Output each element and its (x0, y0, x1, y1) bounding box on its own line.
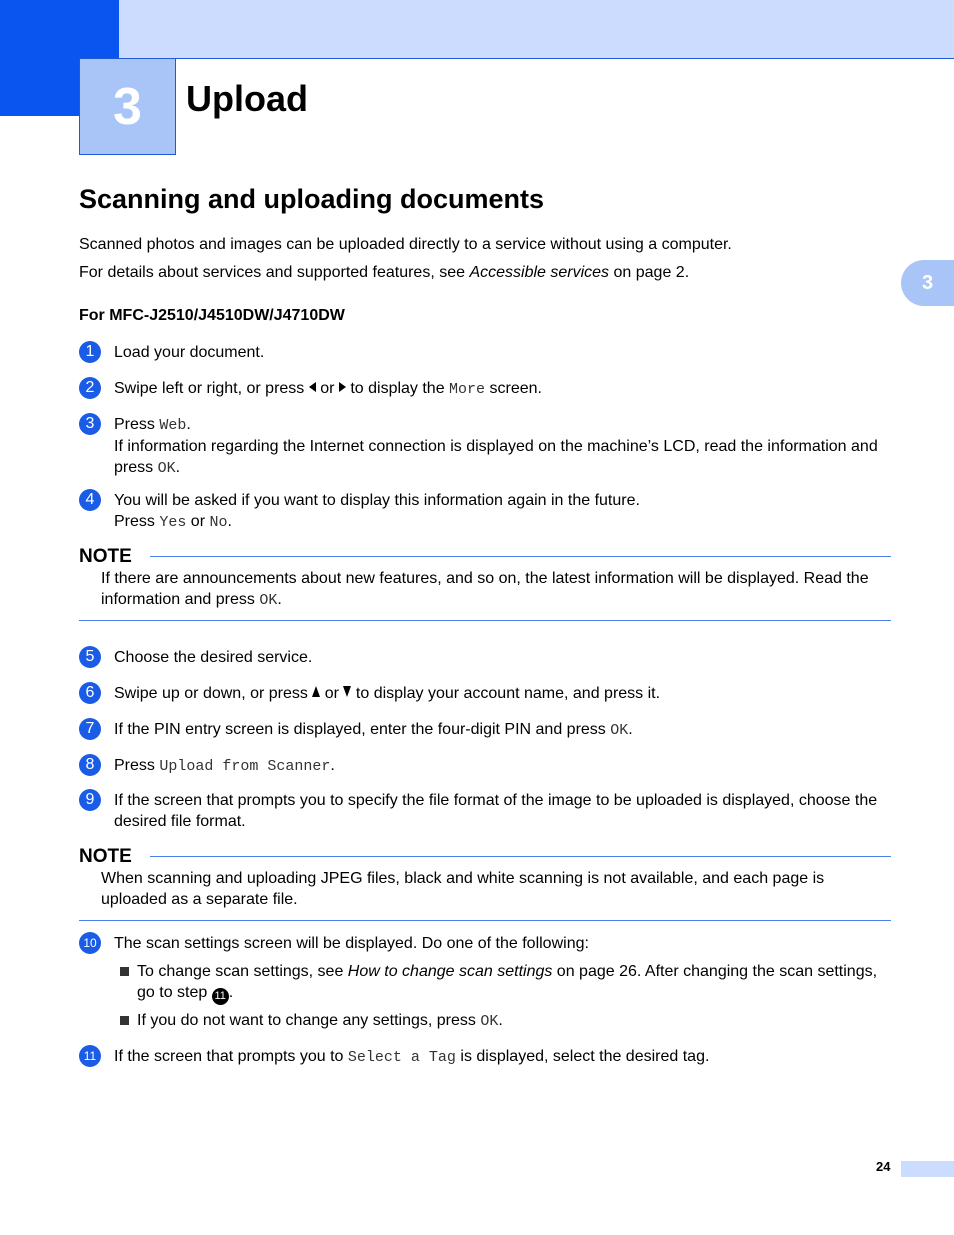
bullet-1-pre: To change scan settings, see (137, 963, 348, 980)
step-4-line-1: You will be asked if you want to display this information again in the future. (114, 492, 640, 509)
chapter-number: 3 (113, 77, 142, 136)
select-a-tag-label: Select a Tag (347, 1049, 456, 1066)
bullet-2-text (137, 1010, 880, 1032)
step-2-post: to display the (345, 380, 450, 397)
bullet-2-end: . (498, 1012, 503, 1029)
note-2-title: NOTE (79, 846, 150, 868)
step-number-6: 6 (79, 682, 101, 704)
header-band (119, 0, 954, 59)
bullet-2-ok-label: OK (480, 1013, 499, 1030)
step-3-line-2 (114, 436, 891, 479)
intro-line-2-post: on page 2. (609, 264, 690, 281)
note-2-bottom-rule (79, 920, 891, 921)
step-6-pre: Swipe up or down, or press (114, 685, 313, 702)
left-arrow-icon (309, 382, 316, 392)
step-11-pre: If the screen that prompts you to (114, 1048, 348, 1065)
step-11 (79, 1046, 891, 1068)
step-number-3: 3 (79, 413, 101, 435)
step-number-10: 10 (79, 932, 101, 954)
step-2-text (114, 378, 891, 400)
step-number-9: 9 (79, 789, 101, 811)
intro-line-2 (79, 264, 689, 282)
step-8 (79, 755, 891, 777)
step-11-post: is displayed, select the desired tag. (455, 1048, 710, 1065)
step-9-text: If the screen that prompts you to specify the file format of the image to be uploaded is displayed, choose the desired file format. (114, 792, 878, 830)
step-7-ok-label: OK (610, 722, 629, 739)
step-3-line-1 (114, 414, 891, 436)
more-screen-label: More (449, 381, 486, 398)
step-10 (79, 933, 891, 954)
step-1 (79, 342, 891, 363)
note-2 (79, 846, 891, 910)
no-button-label: No (209, 514, 228, 531)
step-3-end: . (186, 416, 191, 433)
step-1-text: Load your document. (114, 344, 265, 361)
chapter-number-box (79, 58, 176, 155)
step-7-pre: If the PIN entry screen is displayed, enter the four-digit PIN and press (114, 721, 611, 738)
bullet-no-change (120, 1010, 880, 1032)
bullet-change-settings (120, 961, 880, 1005)
note-1-top-rule (79, 556, 891, 557)
note-2-text: When scanning and uploading JPEG files, black and white scanning is not available, and each page is uploaded as a separate file. (101, 870, 825, 908)
step-4-or: or (186, 513, 210, 530)
step-3 (79, 414, 891, 479)
step-number-2: 2 (79, 377, 101, 399)
step-3-pre: Press (114, 416, 160, 433)
step-7-text (114, 719, 891, 741)
step-6-text (114, 683, 891, 704)
right-arrow-icon (339, 382, 346, 392)
chapter-title: Upload (186, 78, 308, 119)
note-1 (79, 546, 891, 611)
step-number-8: 8 (79, 754, 101, 776)
step-3-line-2-end: . (175, 459, 181, 476)
intro-line-2-pre: For details about services and supported features, see (79, 264, 470, 281)
step-8-pre: Press (114, 757, 160, 774)
step-6 (79, 683, 891, 704)
step-number-7: 7 (79, 718, 101, 740)
step-number-5: 5 (79, 646, 101, 668)
ok-button-label: OK (157, 460, 176, 477)
step-8-end: . (330, 757, 335, 774)
step-3-text (114, 414, 891, 479)
bullet-1-text (137, 961, 880, 1005)
page-number: 24 (876, 1159, 891, 1174)
step-3-line-2-pre: If information regarding the Internet connection is displayed on the machine’s LCD, read the information and press (114, 438, 878, 476)
note-1-bottom-rule (79, 620, 891, 621)
step-10-text: The scan settings screen will be displayed. Do one of the following: (114, 935, 589, 952)
step-11-text (114, 1046, 891, 1068)
accessible-services-link[interactable]: Accessible services (469, 264, 610, 281)
step-11-ref-badge: 11 (212, 988, 229, 1005)
note-1-ok-label: OK (259, 592, 278, 609)
bullet-square-icon (120, 1016, 129, 1025)
step-2-or: or (315, 380, 339, 397)
model-subheading: For MFC-J2510/J4510DW/J4710DW (79, 307, 345, 324)
step-4-text (114, 490, 891, 533)
step-7-end: . (628, 721, 633, 738)
note-1-pre: If there are announcements about new features, and so on, the latest information will be displayed. Read the information and press (101, 570, 869, 608)
step-7 (79, 719, 891, 741)
step-4 (79, 490, 891, 533)
step-4-end: . (227, 513, 232, 530)
step-number-1: 1 (79, 341, 101, 363)
step-number-11: 11 (79, 1045, 101, 1067)
step-8-text (114, 755, 891, 777)
step-6-post: to display your account name, and press it. (351, 685, 661, 702)
step-2 (79, 378, 891, 400)
step-4-pre: Press (114, 513, 160, 530)
bullet-1-end: . (228, 984, 234, 1001)
bullet-2-pre: If you do not want to change any settings, press (137, 1012, 481, 1029)
bullet-1-mid: on page 26. After changing the scan settings, go to step (137, 963, 878, 1001)
step-5 (79, 647, 891, 668)
note-2-top-rule (79, 856, 891, 857)
page-number-bar (901, 1161, 954, 1177)
step-5-text: Choose the desired service. (114, 649, 313, 666)
scan-settings-link[interactable]: How to change scan settings (347, 963, 553, 980)
note-1-text (101, 568, 891, 611)
step-2-pre: Swipe left or right, or press (114, 380, 309, 397)
note-1-end: . (277, 591, 282, 608)
side-tab-label: 3 (921, 271, 934, 294)
step-4-line-2 (114, 511, 891, 533)
bullet-square-icon (120, 967, 129, 976)
step-9 (79, 790, 891, 832)
intro-line-1: Scanned photos and images can be uploaded directly to a service without using a computer. (79, 236, 732, 253)
step-2-end: screen. (485, 380, 542, 397)
section-title: Scanning and uploading documents (79, 184, 545, 214)
step-number-4: 4 (79, 489, 101, 511)
web-button-label: Web (159, 417, 187, 434)
note-1-title: NOTE (79, 546, 150, 568)
upload-from-scanner-label: Upload from Scanner (159, 758, 331, 775)
chapter-side-tab[interactable] (901, 260, 954, 306)
step-6-or: or (320, 685, 344, 702)
yes-button-label: Yes (159, 514, 187, 531)
